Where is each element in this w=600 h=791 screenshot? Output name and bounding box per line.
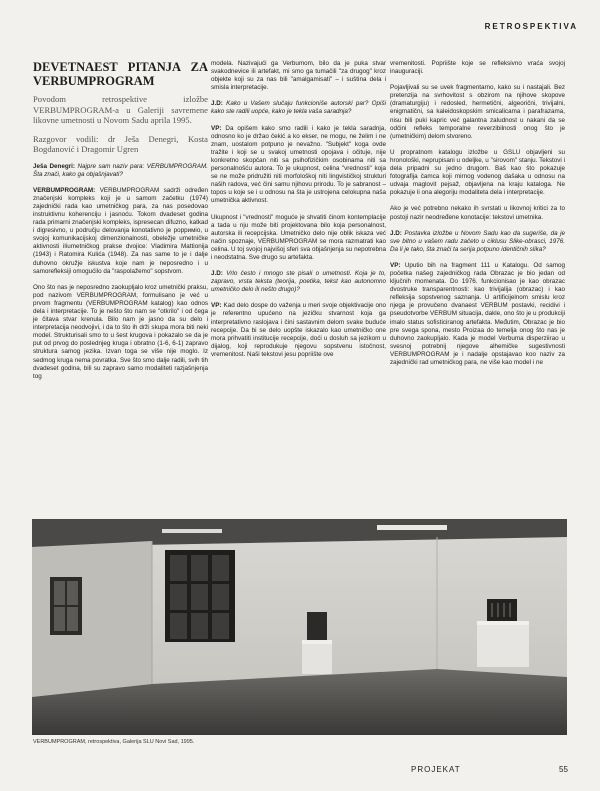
question-3	[211, 270, 386, 294]
answer-text: VERBUMPROGRAM sadrži određen značenjski kompleks koji je u samom začetku (1974) zajednički rada kao umetničkog para, za nas posedovao instruktivnu koherenciju i jasnoću. Tokom dvadeset godina rada primarni značenjski kompleks, ispresecan difuzno, katkad i digresivno, u području delovanja konotativno je popримio, u svojoj komunikacijskoj dimenzionalnosti, obeležje umetničke aktivnosti iliumetničkog prakse dvojice: Vladimira Mattionija (1943) i Ratomira Kulića (1948). Za nas same to je i dalje duhovno okružje iskustva koje nam je neposredno i u samorefleksiji omogućilo da "raspolažemo" sopstvom.	[33, 186, 209, 275]
question-4	[390, 230, 565, 254]
answer-2	[211, 125, 386, 206]
speaker-label: J.D:	[211, 100, 223, 108]
paragraph: U propratnom katalogu izložbe u GSLU objavljeni su hronološki, neprupisani u odeljke, u "sirovom" stanju. Tekstovi i dela pripadni su jedno drugom. Baš kao što pokazuje fotografija čamca koji mirnog vodenog dašaka u odnosu na udvaja maglovit pejsaž, objavljena na kraju kataloga. Ne pokazuje li ona alegoriju modaliteta dela i interpretacije.	[390, 148, 565, 197]
question-text: Najpre sam naziv para: VERBUMPROGRAM. Šta znači, kako ga objašnjavati?	[33, 162, 208, 178]
speaker-label: VP:	[390, 261, 401, 269]
paragraph: Ukupnost i "vrednosti" moguće je shvatiti činom kontemplacije a tada u nju može biti projektovana bilo koja personalnost, autorska ili recepcijska. Umetničko delo nije oblik iskaza već način spoznaje, VERBUMPROGRAM se mora razmatrati kao celina. U toj svojoj najvišoj sferi sva objašnjenja su nepotrebna i neodstatna. Sve drugo su artefakta.	[211, 213, 386, 261]
speaker-label: VP:	[211, 302, 222, 310]
paragraph: modela. Nazivajući ga Verbumom, bilo da je puka stvar svakodnevice ili artefakt, mi smo ga tumačili "za drugog" kroz objekte koji su za nas bili "amalgamisati" – i suština dela i smisla interpretacije.	[211, 60, 386, 92]
column-1	[33, 60, 208, 389]
speaker-label: VP:	[211, 124, 222, 132]
question-text: Kako u Vašem slučaju funkcioniše autorski par? Opiši kako ste radili uopće, kako je tekla vaša saradnja?	[211, 100, 387, 116]
column-3	[390, 60, 565, 375]
answer-4	[390, 262, 565, 367]
paragraph: Ako je već potrebno nekako ih svrstati u likovnoj kritici za to postoji nazir neodređene konotacije: tekstovi umetnika.	[390, 205, 565, 221]
article-deck: Povodom retrospektive izložbe VERBUMPROGRAM-a u Galeriji savremene likovne umetnosti u Novom Sadu aprila 1995.	[33, 94, 208, 125]
question-text: Postavka izložbe u Novom Sadu kao da sugeriše, da je sve bitno u vašem radu začeto u ciklusu Slike-obrasci, 1976. Da li je tako, šta znači ta serija potpuno identičnih slika?	[390, 229, 565, 253]
paragraph: Pojavljivali su se uvek fragmentarno, kako su i nastajali. Bez pretenzija na svrhovitost s obzirom na njihove skopove (dramaturgiju) i redosled, hermetični, algeorični, trivijalni, enigmatični, sa kaleidoskopskim smicalicama i parafrazama, nisu bili puki kapric već galantna zaludnost u nakani da se odčini refleks temporalne reverzibilnosti onog što je (umetničkim) delom stvoreno.	[390, 84, 565, 140]
question-text: Vrlo često i mnogo ste pisali o umetnosti. Koja je to, zapravo, vrsta teksta (teorija, poetika, tekst kao autonomno umetničko delo ili nešto drugo)?	[211, 270, 387, 294]
speaker-label: Ješa Denegri:	[33, 162, 75, 170]
answer-3	[211, 302, 386, 359]
paragraph: Ono što nas je neposredno zaokupljalo kroz umetnički praksu, pod nazivom VERBUMPROGRAM, formulisano je već u prvom fragmentu (VERBUMPROGRAM katalog) kao odnos dela i interpretacije. To je nešto što nam se "otkrilo" i od čega je čitava stvar krenula. Bilo nam je jasno da su delo i interpretacija neodvojivi, i da to što ih drži skupa mora biti neki model. Strukturisali smo to u šest krugova i pokazalo se da je put od prvog do poslednjeg kruga i obratno (1-6, 6-1) zapravo struktura samog jezika. Izvan toga se više nije moglo. Iz sedmog kruga nema povratka. Sve što smo dalje radili, svih tih dvadeset godina, bili su zapravo samo modaliteti razjašnjenja tog	[33, 283, 208, 380]
gallery-room-illustration	[32, 519, 567, 735]
article-headline: DEVETNAEST PITANJA ZA VERBUMPROGRAM	[33, 60, 208, 88]
answer-text: Uputio bih na fragment 111 u Katalogu. Od samog početka našeg zajedničkog rada Obrazac je bio jedan od ključnih momenata. Do 1976. funkcionisao je kao obrazac dvostruke transparentnosti: kao trivijalija (obrazac) i kao refleksija sopstvenog saznanja. U artificijelnom smislu kroz njega je provučeno dvanaest VERBUM postavki, recidivi i pseudotvorbe VERBUM situacija, dakle, ono što je u produkciji imalo status sofisticiranog artefakta. Međutim, Obrazac je bio pre svega spona, mesto Proizaa do temelja onog što nas je duhovno zaokupljalo. Kada je model Verbuma disperziirao u svesnoj potrebnij njegove alhemičke sugestivnosti VERBUMPROGRAM je i nadalje opstajavao koo naziv za zajednički rad umetničkog para, ne više kao model i ne	[390, 261, 566, 366]
page-number: 55	[559, 765, 568, 774]
question-1	[33, 163, 208, 179]
speaker-label: J.D:	[211, 270, 223, 278]
footer-magazine-label: PROJEKAT	[411, 765, 461, 774]
interviewers-line: Razgovor vodili: dr Ješa Denegri, Kosta Bogdanović i Dragomir Ugren	[33, 133, 208, 154]
section-label: RETROSPEKTIVA	[484, 22, 578, 31]
answer-text: Kad delo dospe do važenja u meri svoje objektivacije ono je referentno upućeno na jezičku stvarnost koja ga interpretativno raslojava i čini sastavnim delom svake buduće recepcije. Da bi se delo uopšte iskazalo kao umetničko one mora prihvatiti institucije recepcije, doći u dosluh sa jezikom u dijalog, koji reprodukuje njegovu sopstvenu istočnost, vremenitost. Naši tekstovi jesu popriište ove	[211, 302, 386, 358]
answer-text: Da opišem kako smo radili i kako je tekla saradnja, odnosno ko je držao čekić a ko ekser, ne mogu, ne želim i ne znam, uostalom potpuno je nevažno. "Subjekt" koga ovde tražite i koji se u svakoj umetnosti opojava i očituje, nije konkretno skopčan niti sa psihofizičkim osobinama niti sa personalnošću autora. To je ukupnost, celina "vrednosti" koja se ne može pridružiti niti morfološkoj niti lingvističkoj strukturi naših radova, već čini samu njihovu prirodu. To je sabranost – topos u koje se i u odnosu na šta je ustrojena celokupna naša umetnička aktivnost.	[211, 124, 386, 205]
question-2	[211, 100, 386, 116]
answer-1	[33, 187, 208, 276]
paragraph: vremenitosti. Popriište koje se refleksivno vraća svojoj inauguraciji.	[390, 60, 565, 76]
speaker-label: J.D:	[390, 229, 402, 237]
exhibition-photo	[32, 519, 567, 735]
speaker-label: VERBUMPROGRAM:	[33, 186, 96, 194]
photo-caption: VERBUMPROGRAM, retrospektiva, Galerija SLU Novi Sad, 1995.	[33, 739, 195, 745]
column-2	[211, 60, 386, 367]
